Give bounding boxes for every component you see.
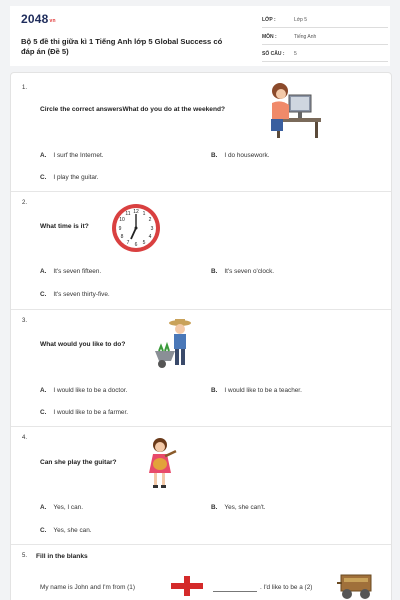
- fill-sentence-start: My name is John and I'm from (1): [40, 584, 135, 591]
- option-letter: B.: [211, 152, 218, 159]
- option-letter: A.: [40, 387, 47, 394]
- logo-text: 2048: [21, 12, 49, 26]
- divider: [11, 309, 391, 310]
- option-b[interactable]: [211, 387, 302, 394]
- svg-text:3: 3: [150, 226, 154, 232]
- question-text: Fill in the blanks: [36, 553, 88, 560]
- option-a[interactable]: [40, 504, 83, 511]
- question-text: What time is it?: [40, 223, 89, 230]
- option-text: It's seven fifteen.: [53, 268, 102, 275]
- option-text: I would like to be a doctor.: [53, 387, 128, 394]
- svg-text:7: 7: [126, 240, 130, 246]
- option-text: I surf the Internet.: [53, 152, 104, 159]
- option-letter: C.: [40, 174, 47, 181]
- meta-value: Tiếng Anh: [294, 34, 317, 40]
- option-text: It's seven o'clock.: [224, 268, 275, 275]
- logo-suffix: vn: [49, 18, 56, 24]
- option-text: I do housework.: [224, 152, 270, 159]
- farm-cart-icon: [337, 572, 375, 600]
- option-letter: A.: [40, 268, 47, 275]
- option-text: Yes, she can.: [53, 527, 92, 534]
- option-letter: B.: [211, 268, 218, 275]
- option-a[interactable]: [40, 268, 101, 275]
- question-text: What would you like to do?: [40, 341, 126, 348]
- svg-text:9: 9: [118, 226, 122, 232]
- svg-text:10: 10: [119, 217, 125, 223]
- option-text: Yes, she can't.: [224, 504, 266, 511]
- page-title: Bộ 5 đề thi giữa kì 1 Tiếng Anh lớp 5 Global Success có đáp án (Đề 5): [21, 37, 223, 56]
- meta-label: SỐ CÂU :: [262, 51, 285, 57]
- question-text: Circle the correct answersWhat do you do at the weekend?: [40, 106, 226, 113]
- option-letter: C.: [40, 527, 47, 534]
- option-letter: B.: [211, 387, 218, 394]
- meta-grade: [262, 14, 388, 28]
- meta-label: LỚP :: [262, 17, 276, 23]
- option-c[interactable]: [40, 527, 92, 534]
- option-b[interactable]: [211, 268, 274, 275]
- svg-text:8: 8: [120, 234, 124, 240]
- option-letter: C.: [40, 291, 47, 298]
- divider: [11, 191, 391, 192]
- svg-text:4: 4: [148, 234, 152, 240]
- option-a[interactable]: [40, 152, 104, 159]
- question-text: Can she play the guitar?: [40, 459, 117, 466]
- fill-sentence-mid: . I'd like to be a (2): [260, 584, 313, 591]
- option-b[interactable]: [211, 152, 270, 159]
- option-a[interactable]: [40, 387, 127, 394]
- question-number: 2.: [22, 200, 28, 206]
- divider: [11, 544, 391, 545]
- option-text: I would like to be a teacher.: [224, 387, 302, 394]
- meta-label: MÔN :: [262, 34, 277, 40]
- question-number: 4.: [22, 435, 28, 441]
- option-letter: A.: [40, 152, 47, 159]
- svg-text:12: 12: [133, 209, 139, 215]
- meta-value: 5: [294, 51, 297, 57]
- question-number: 3.: [22, 318, 28, 324]
- site-logo[interactable]: [21, 12, 56, 26]
- q5-number: 5.: [22, 553, 28, 559]
- option-text: Yes, I can.: [53, 504, 84, 511]
- svg-text:6: 6: [134, 242, 138, 248]
- girl-with-guitar-icon: [145, 437, 179, 489]
- question-number: [22, 553, 27, 559]
- meta-subject: [262, 31, 388, 45]
- svg-text:5: 5: [142, 240, 146, 246]
- blank-answer-1[interactable]: [213, 591, 257, 592]
- option-c[interactable]: [40, 174, 99, 181]
- option-b[interactable]: [211, 504, 266, 511]
- question-number: 1.: [22, 85, 28, 91]
- farmer-icon: [153, 317, 195, 371]
- woman-at-computer-icon: [267, 81, 323, 139]
- questions-card: [10, 72, 392, 600]
- option-text: It's seven thirty-five.: [53, 291, 110, 298]
- option-letter: C.: [40, 409, 47, 416]
- option-text: I play the guitar.: [53, 174, 99, 181]
- clock-icon: [110, 202, 162, 254]
- option-c[interactable]: [40, 291, 110, 298]
- option-c[interactable]: [40, 409, 128, 416]
- svg-text:11: 11: [125, 211, 131, 217]
- meta-question-count: [262, 48, 388, 62]
- england-flag-icon: [171, 576, 203, 596]
- meta-value: Lớp 5: [294, 17, 308, 23]
- option-text: I would like to be a farmer.: [53, 409, 128, 416]
- option-letter: A.: [40, 504, 47, 511]
- header: [10, 6, 390, 66]
- svg-text:2: 2: [148, 217, 152, 223]
- svg-text:1: 1: [142, 211, 146, 217]
- option-letter: B.: [211, 504, 218, 511]
- divider: [11, 426, 391, 427]
